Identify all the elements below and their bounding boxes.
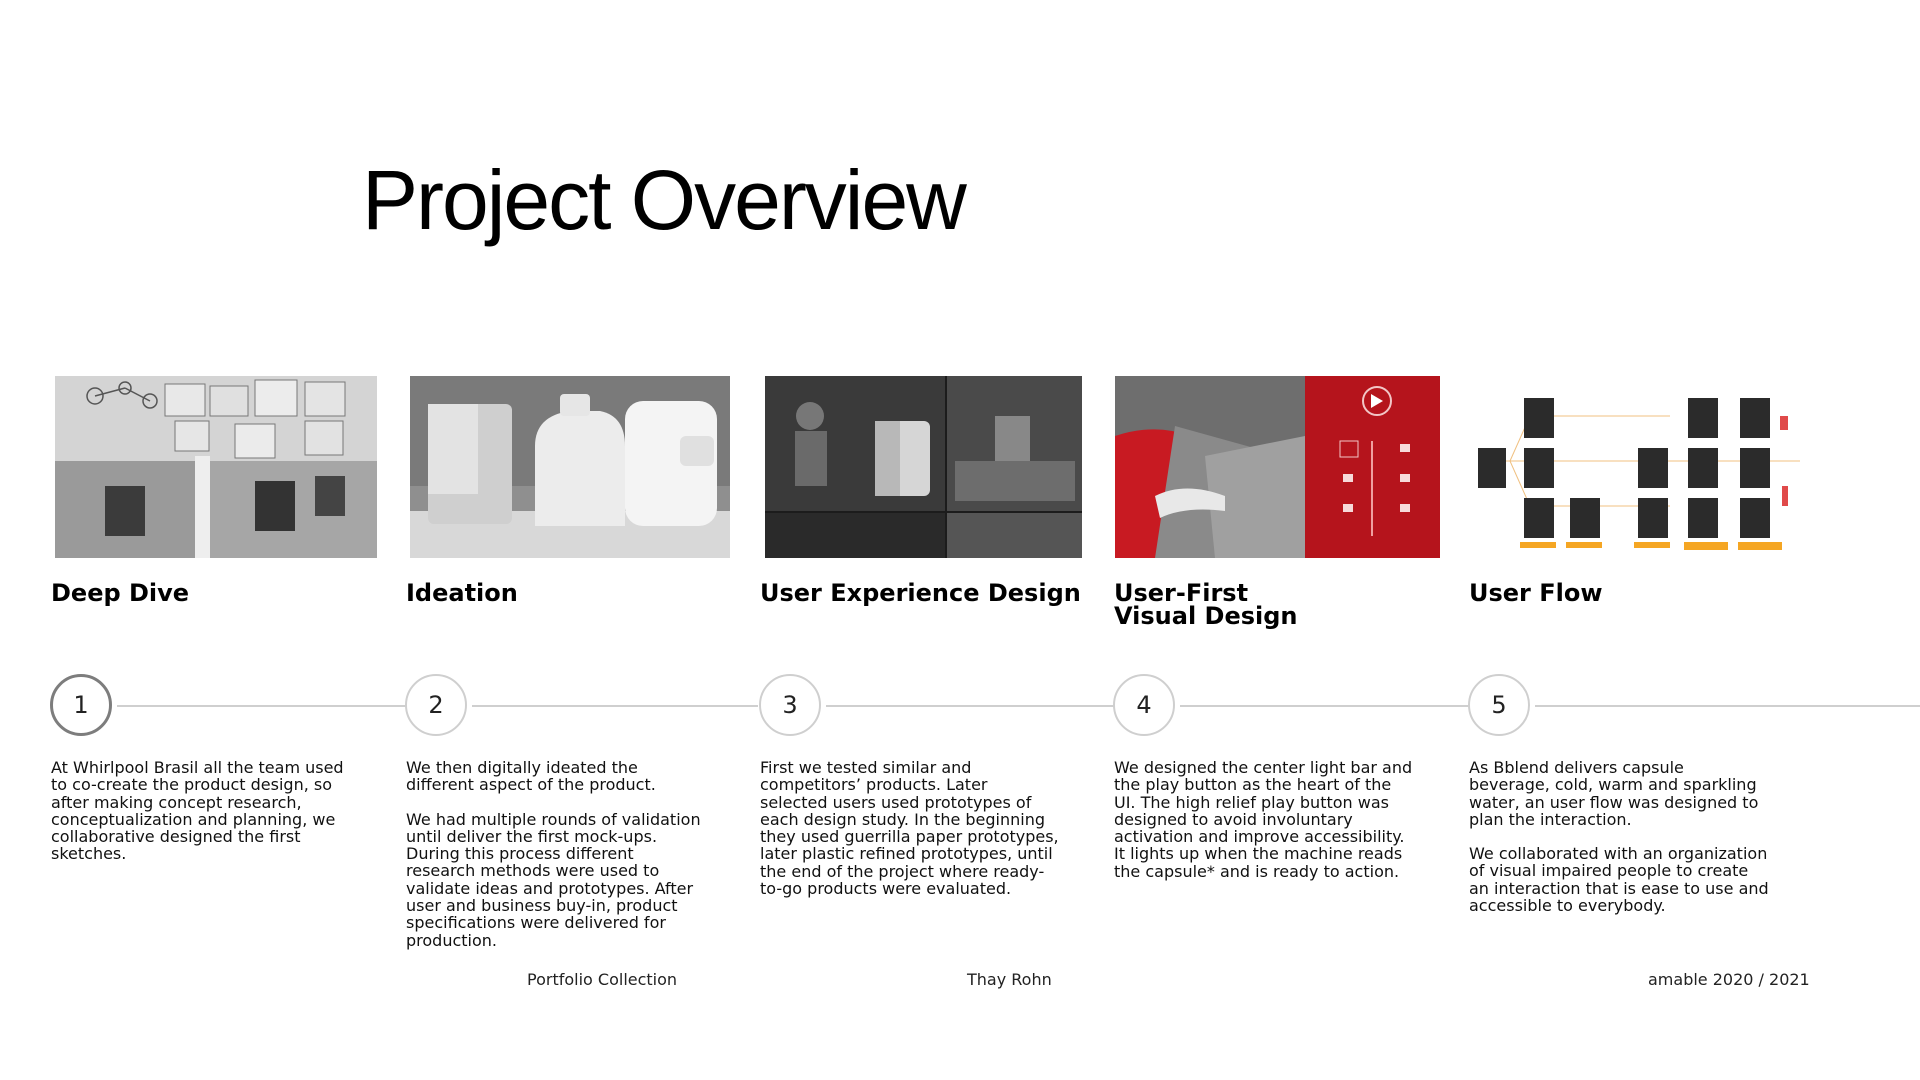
step-2-description: [406, 759, 706, 966]
step-4-title: [1114, 579, 1298, 630]
step-2-marker: 2: [405, 674, 467, 736]
step-4-title-line: User-First: [1114, 579, 1249, 607]
timeline-segment: [472, 705, 758, 707]
step-3-description: [760, 759, 1060, 914]
footer-project: amable 2020 / 2021: [1648, 970, 1810, 989]
step-5-title: User Flow: [1469, 579, 1603, 607]
step-2-title: Ideation: [406, 579, 518, 607]
deep-dive-image: [55, 376, 377, 558]
step-4-title-line: Visual Design: [1114, 602, 1298, 630]
user-flow-image: [1470, 376, 1800, 558]
timeline-segment: [117, 705, 407, 707]
step-2-paragraph: We had multiple rounds of validation until deliver the first mock-ups. During this process different research methods were used to validate ideas and prototypes. After user and business buy-in, product specifications were delivered for production.: [406, 809, 701, 950]
step-3-paragraph: First we tested similar and competitors’ products. Later selected users used prototypes of each design study. In the beginning they used guerrilla paper prototypes, later plastic refined prototypes, until the end of the project where ready-to-go products were evaluated.: [760, 758, 1059, 899]
timeline-segment: [826, 705, 1114, 707]
step-4-description: [1114, 759, 1414, 897]
step-5-description: [1469, 759, 1769, 931]
footer-collection: Portfolio Collection: [527, 970, 678, 989]
step-3-title: User Experience Design: [760, 579, 1081, 607]
user-experience-image: [765, 376, 1082, 558]
step-4-paragraph: We designed the center light bar and the play button as the heart of the UI. The high relief play button was designed to avoid involuntary activation and improve accessibility. It lights up when the machine reads the capsule* and is ready to action.: [1114, 758, 1413, 881]
footer-author: Thay Rohn: [967, 970, 1052, 989]
timeline-segment: [1180, 705, 1470, 707]
step-2-paragraph: We then digitally ideated the different aspect of the product.: [406, 758, 656, 795]
step-1-paragraph: At Whirlpool Brasil all the team used to co-create the product design, so after making concept research, conceptualization and planning, we collaborative designed the first sketches.: [51, 758, 344, 864]
timeline-segment: [1535, 705, 1920, 707]
step-5-paragraph: As Bblend delivers capsule beverage, cold, warm and sparkling water, an user flow was designed to plan the interaction.: [1469, 758, 1759, 829]
step-1-marker: 1: [50, 674, 112, 736]
step-4-marker: 4: [1113, 674, 1175, 736]
visual-design-image: [1115, 376, 1440, 558]
step-1-title: Deep Dive: [51, 579, 190, 607]
step-1-description: [51, 759, 351, 880]
step-5-paragraph: We collaborated with an organization of visual impaired people to create an interaction that is ease to use and accessible to everybody.: [1469, 844, 1769, 916]
step-3-marker: 3: [759, 674, 821, 736]
page-title: Project Overview: [362, 153, 965, 247]
step-5-marker: 5: [1468, 674, 1530, 736]
ideation-image: [410, 376, 730, 558]
